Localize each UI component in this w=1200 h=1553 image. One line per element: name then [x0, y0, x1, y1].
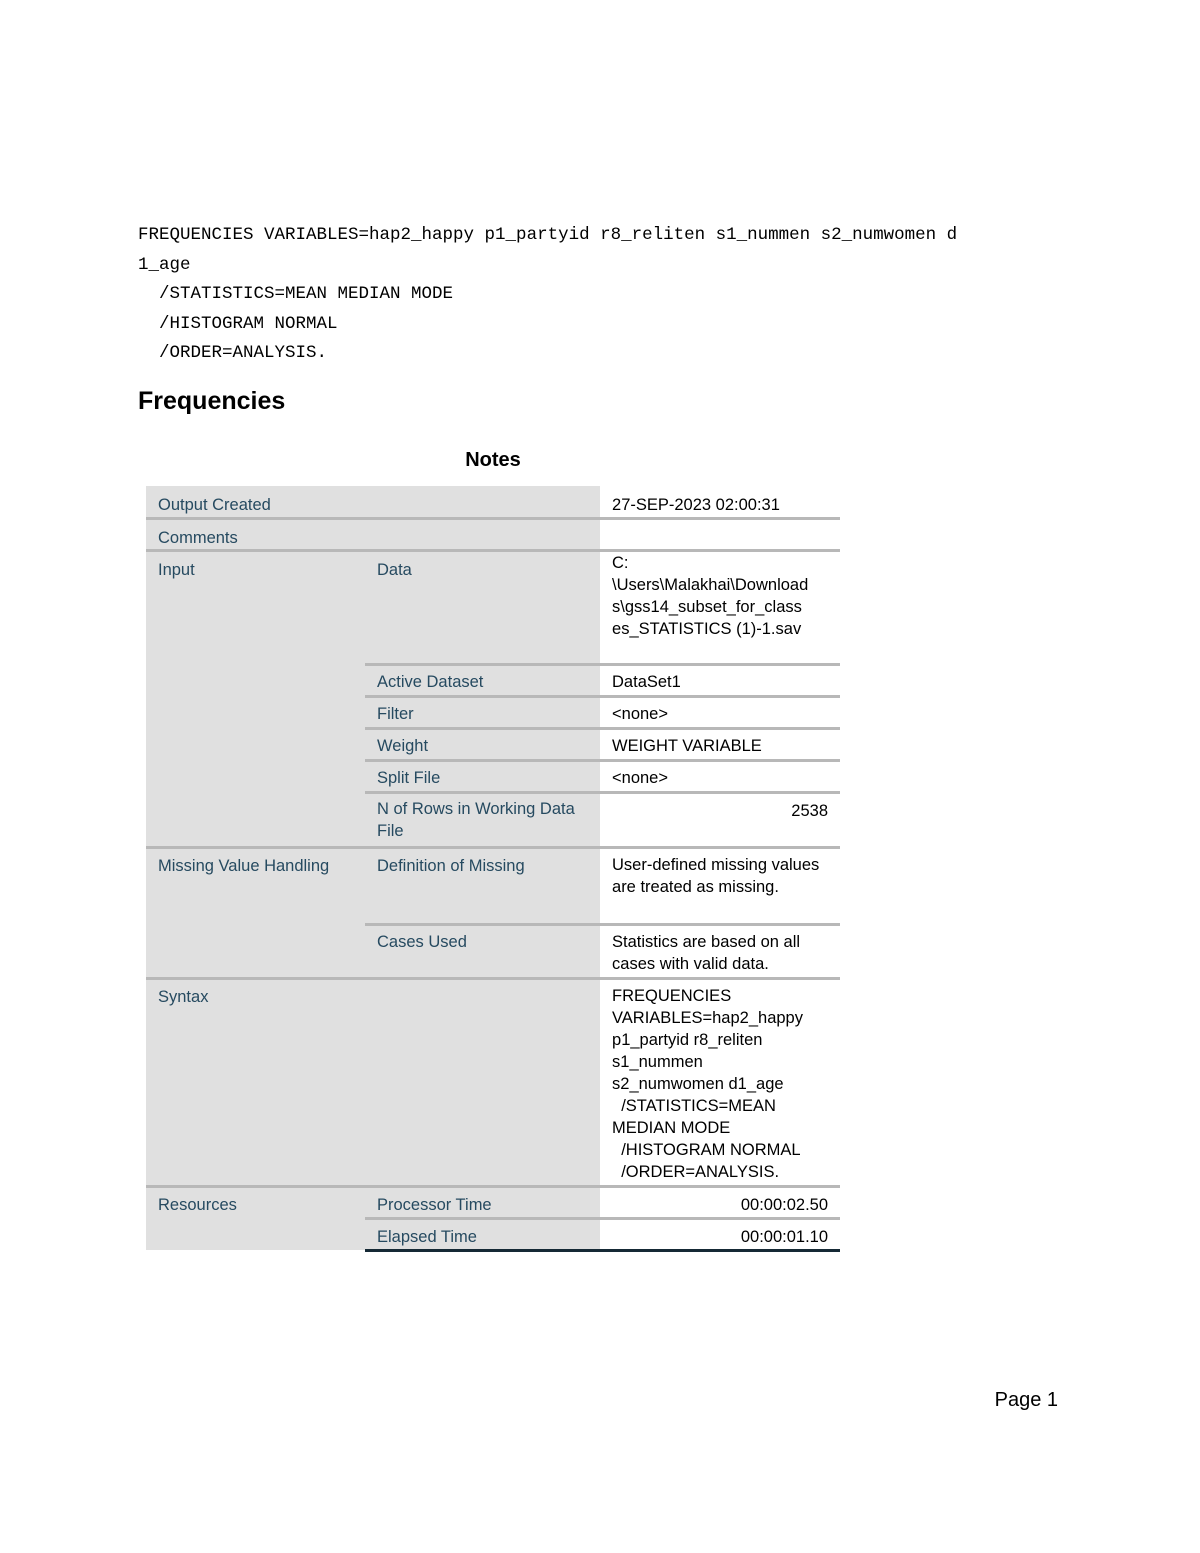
comments-label: Comments [146, 518, 600, 550]
definition-of-missing-value: User-defined missing values are treated as missing. [600, 847, 840, 924]
section-heading: Frequencies [138, 387, 286, 415]
elapsed-time-value: 00:00:01.10 [600, 1218, 840, 1250]
syntax-value-text: FREQUENCIES VARIABLES=hap2_happy p1_partyid r8_reliten s1_nummen s2_numwomen d1_age /STATISTICS=MEAN MEDIAN MODE /HISTOGRAM NORMAL /ORDER=ANALYSIS. [612, 986, 803, 1181]
syntax-line: FREQUENCIES VARIABLES=hap2_happy p1_partyid r8_reliten s1_nummen s2_numwomen d [138, 225, 958, 245]
syntax-line: /STATISTICS=MEAN MEDIAN MODE [138, 284, 454, 304]
filter-value: <none> [600, 696, 840, 728]
data-value [600, 550, 840, 664]
input-label: Input [146, 550, 365, 847]
output-created-label: Output Created [146, 486, 600, 518]
notes-table [146, 486, 840, 1252]
syntax-label: Syntax [146, 978, 600, 1186]
syntax-line: 1_age [138, 254, 191, 275]
weight-label: Weight [365, 728, 600, 760]
resources-label: Resources [146, 1186, 365, 1250]
n-rows-label: N of Rows in Working Data File [365, 792, 600, 847]
syntax-command-block [138, 221, 1068, 369]
active-dataset-label: Active Dataset [365, 664, 600, 696]
active-dataset-value: DataSet1 [600, 664, 840, 696]
split-file-value: <none> [600, 760, 840, 792]
output-created-value: 27-SEP-2023 02:00:31 [600, 486, 840, 518]
comments-value [600, 518, 840, 550]
processor-time-value: 00:00:02.50 [600, 1186, 840, 1218]
cases-used-value: Statistics are based on all cases with valid data. [600, 924, 840, 978]
page-number: Page 1 [994, 1389, 1058, 1411]
definition-of-missing-label: Definition of Missing [365, 847, 600, 924]
data-label: Data [365, 550, 600, 664]
split-file-label: Split File [365, 760, 600, 792]
notes-table-title: Notes [465, 449, 521, 471]
syntax-line: /HISTOGRAM NORMAL [138, 313, 338, 334]
n-rows-value: 2538 [600, 792, 840, 847]
syntax-value [600, 978, 840, 1186]
syntax-line: /ORDER=ANALYSIS. [138, 343, 328, 363]
weight-value: WEIGHT VARIABLE [600, 728, 840, 760]
cases-used-label: Cases Used [365, 924, 600, 978]
processor-time-label: Processor Time [365, 1186, 600, 1218]
missing-value-handling-label: Missing Value Handling [146, 847, 365, 978]
elapsed-time-label: Elapsed Time [365, 1218, 600, 1250]
data-path-text: C: \Users\Malakhai\Download s\gss14_subset_for_class es_STATISTICS (1)-1.sav [612, 553, 809, 638]
filter-label: Filter [365, 696, 600, 728]
